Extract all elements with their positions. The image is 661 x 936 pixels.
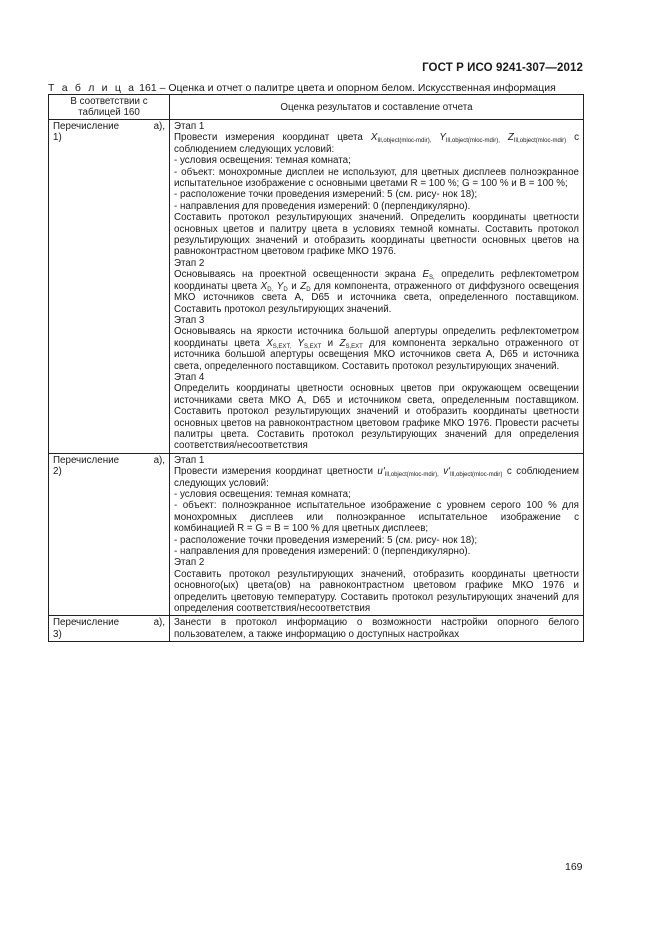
reference-label: Перечисление [53,121,120,132]
reference-item: а), [153,121,165,132]
column-header-reference: В соответствии с таблицей 160 [49,95,170,120]
stage-heading: Этап 1 [174,121,205,132]
table-row [49,616,584,642]
paragraph: - направления для проведения измерений: 0 (перпендикулярно). [174,546,471,558]
caption-label: Т а б л и ц а [48,82,137,94]
paragraph: Определить координаты цветности основных цветов при окружающем освещении источниками света МКО А, D65 и источником света, определенным поставщиком. Составить протокол результирующих значений и отобразить координаты цветности основных цветов на равноконтрастном цветовом графике МКО 1976. Провести расчеты палитры цвета. Составить протокол результирующих значений для определения соответствия/несоответствия [174,383,579,452]
paragraph: - расположение точки проведения измерений: 5 (см. рису- нок 18); [174,189,478,201]
paragraph: - объект: полноэкранное испытательное изображение с уровнем серого 100 % для монохромных дисплеев или полноэкранное испытательное изображение с комбинацией R = G = B = 100 % для цветных дисплеев; [174,500,579,535]
reference-cell [49,453,170,616]
document-id: ГОСТ Р ИСО 9241-307—2012 [422,62,583,74]
reference-cell [49,616,170,642]
evaluation-cell [170,120,584,454]
stage-heading: Этап 1 [174,454,205,466]
stage-heading: Этап 4 [174,371,205,383]
paragraph: Составить протокол результирующих значений, отобразить координаты цветности основного(ых) цвета(ов) на равноконтрастном цветовом графике МКО 1976 и определить цветовую температуру. Составить протокол результирующих значений для определения соответствия/несоответствия [174,568,579,615]
reference-item: а), [153,454,165,466]
stage-heading: Этап 2 [174,257,205,269]
reference-cell [49,120,170,454]
paragraph: Основываясь на проектной освещенности экрана $E_{S,}$ определить рефлектометром координаты цвета $X_{D,}$ $Y_D$ и $Z_D$ для компонента, отраженного от диффузного освещения МКО источников света А, D65 и источника света, определенного поставщиком. Составить протокол результирующих значений. [174,269,579,315]
column-header-evaluation: Оценка результатов и составление отчета [170,95,584,120]
paragraph: Провести измерения координат цветности $u'_{Ill,object(mloc-mdir),}$ $v'_{Ill,object(mloc-mdir)}$ с соблюдением следующих условий: [174,466,579,489]
evaluation-cell [170,616,584,642]
table-caption [48,82,584,94]
evaluation-table [48,94,584,642]
paragraph: - условия освещения: темная комната; [174,155,351,167]
table-row [49,453,584,616]
reference-label: Перечисление [53,617,120,629]
reference-subitem: 1) [53,132,62,144]
page-number: 169 [565,861,583,873]
paragraph: - условия освещения: темная комната; [174,489,351,500]
reference-label: Перечисление [53,454,120,466]
paragraph: - расположение точки проведения измерений: 5 (см. рису- нок 18); [174,534,478,546]
reference-subitem: 2) [53,466,62,478]
stage-heading: Этап 3 [174,314,205,326]
table-row [49,120,584,454]
stage-heading: Этап 2 [174,557,205,569]
paragraph: Провести измерения координат цвета $X_{Ill,object(mloc-mdir),}$ $Y_{Ill,object(mloc-mdir),}$ $Z_{Ill,object(mloc-mdir)}$ с соблюдением следующих условий: [174,132,579,155]
paragraph: Составить протокол результирующих значений. Определить координаты цветности основных цветов и палитру цвета в условиях темной комнаты. Составить протокол результирующих значений и отобразить координаты цветности основных цветов на равноконтрастном цветовом графике МКО 1976. [174,212,579,258]
paragraph: Занести в протокол информацию о возможности настройки опорного белого пользователем, а также информацию о доступных настройках [174,617,579,640]
caption-text: 161 – Оценка и отчет о палитре цвета и опорном белом. Искусственная информация [139,82,556,94]
paragraph: Основываясь на яркости источника большой апертуры определить рефлектометром координаты цвета $X_{S,EXT,}$ $Y_{S,EXT}$ и $Z_{S,EXT}$ для компонента зеркально отраженного от источника большой апертуры освещения МКО источников света А, D65 и источника света, определенного поставщиком. Составить протокол результирующих значений. [174,326,579,372]
table-header-row [49,95,584,120]
reference-subitem: 3) [53,628,62,640]
paragraph: - направления для проведения измерений: 0 (перпендикулярно). [174,200,471,212]
reference-item: а), [153,617,165,629]
evaluation-cell [170,453,584,616]
paragraph: - объект: монохромные дисплеи не используют, для цветных дисплеев полноэкранное испытательное изображение с основными цветами R = 100 %; G = 100 % и B = 100 %; [174,166,579,190]
